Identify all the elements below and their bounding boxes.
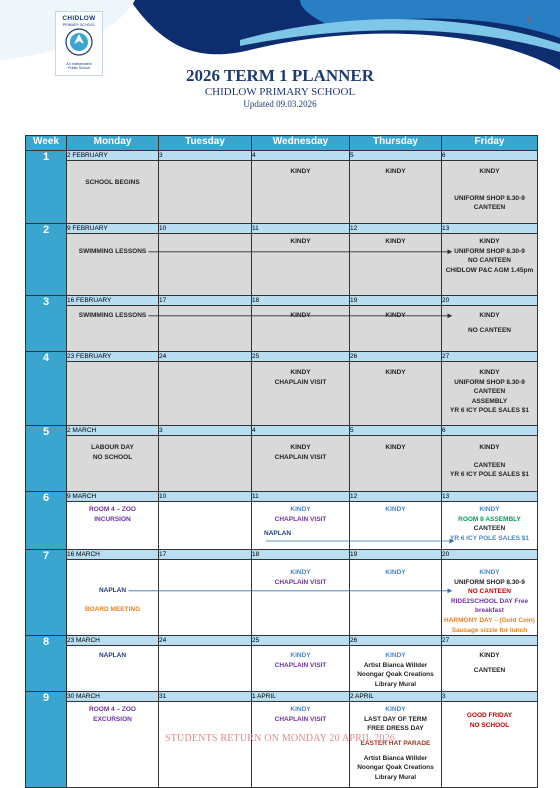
- date-monday: 16 FEBRUARY: [67, 296, 159, 306]
- event-entry: KINDY: [290, 706, 311, 714]
- event-entry: KINDY: [290, 652, 311, 660]
- event-entry: YR 6 ICY POLE SALES $1: [450, 407, 529, 415]
- events-monday: [67, 560, 159, 636]
- page-header: [0, 66, 560, 110]
- event-entry: NAPLAN: [98, 587, 127, 594]
- events-wednesday: [252, 306, 350, 352]
- event-entry: Library Mural: [374, 773, 417, 781]
- event-entry: CHAPLAIN VISIT: [274, 378, 327, 386]
- event-entry: NAPLAN: [264, 530, 292, 538]
- events-monday: [67, 436, 159, 492]
- event-entry: KINDY: [290, 569, 311, 576]
- event-entry: ROOM 4 – ZOO: [89, 706, 136, 714]
- page-subtitle: CHIDLOW PRIMARY SCHOOL: [204, 86, 356, 98]
- event-entry: breakfast: [475, 607, 504, 615]
- date-monday: 23 MARCH: [67, 636, 159, 646]
- week-number: 5: [26, 426, 67, 492]
- event-entry: LAST DAY OF TERM: [364, 715, 427, 723]
- date-wednesday: 1 APRIL: [252, 692, 350, 702]
- date-friday: 27: [442, 636, 538, 646]
- header-row: [26, 136, 538, 151]
- event-entry: Artist Bianca Willder: [363, 754, 428, 762]
- event-entry: CANTEEN: [473, 388, 506, 396]
- event-entry: ROOM 8 ASSEMBLY: [458, 515, 521, 523]
- date-wednesday: 4: [252, 426, 350, 436]
- event-entry: NO CANTEEN: [468, 326, 511, 334]
- week-date-row: [26, 224, 538, 234]
- date-wednesday: 18: [252, 296, 350, 306]
- date-tuesday: 31: [159, 692, 252, 702]
- event-entry: ROOM 4 – ZOO: [89, 506, 136, 513]
- events-wednesday: [252, 436, 350, 492]
- date-monday: 2 FEBRUARY: [67, 151, 159, 161]
- event-entry: CANTEEN: [473, 666, 506, 674]
- page-marker: |: [527, 14, 530, 24]
- event-entry: KINDY: [479, 569, 500, 576]
- event-entry: UNIFORM SHOP 8.30-9: [454, 194, 525, 202]
- date-thursday: 26: [350, 636, 442, 646]
- date-thursday: 26: [350, 352, 442, 362]
- date-friday: 6: [442, 151, 538, 161]
- week-content-row: [26, 234, 538, 296]
- date-wednesday: 25: [252, 636, 350, 646]
- event-entry: Library Mural: [374, 680, 417, 688]
- events-monday: [67, 502, 159, 550]
- week-date-row: [26, 492, 538, 502]
- events-monday: [67, 646, 159, 692]
- week-content-row: [26, 306, 538, 352]
- event-entry: Sausage sizzle for lunch: [451, 626, 528, 634]
- event-entry: LABOUR DAY: [91, 444, 134, 451]
- event-entry: KINDY: [385, 444, 406, 451]
- events-tuesday: [159, 702, 252, 788]
- event-entry: CHAPLAIN VISIT: [274, 515, 327, 523]
- date-tuesday: 10: [159, 492, 252, 502]
- date-monday: 30 MARCH: [67, 692, 159, 702]
- date-friday: 6: [442, 426, 538, 436]
- events-thursday: [350, 560, 442, 636]
- events-thursday: [350, 306, 442, 352]
- event-entry: KINDY: [290, 506, 311, 513]
- updated-date: Updated 09.03.2026: [243, 99, 317, 109]
- event-entry: KINDY: [290, 369, 311, 376]
- event-entry: RIDE2SCHOOL DAY Free: [450, 597, 529, 605]
- events-tuesday: [159, 362, 252, 426]
- date-tuesday: 10: [159, 224, 252, 234]
- week-content-row: [26, 502, 538, 550]
- week-content-row: [26, 436, 538, 492]
- events-tuesday: [159, 234, 252, 296]
- event-entry: INCURSION: [94, 515, 131, 523]
- event-entry: KINDY: [479, 312, 500, 319]
- events-tuesday: [159, 161, 252, 224]
- week-content-row: [26, 560, 538, 636]
- date-monday: 16 MARCH: [67, 550, 159, 560]
- event-entry: ASSEMBLY: [471, 397, 508, 405]
- header-monday: Monday: [67, 136, 159, 151]
- date-tuesday: 3: [159, 151, 252, 161]
- event-entry: BOARD MEETING: [84, 605, 141, 613]
- event-entry: KINDY: [385, 506, 406, 513]
- week-date-row: [26, 692, 538, 702]
- week-date-row: [26, 550, 538, 560]
- header-wednesday: Wednesday: [252, 136, 350, 151]
- events-friday: [442, 161, 538, 224]
- event-entry: KINDY: [385, 569, 406, 576]
- date-thursday: 2 APRIL: [350, 692, 442, 702]
- events-tuesday: [159, 306, 252, 352]
- week-date-row: [26, 296, 538, 306]
- week-date-row: [26, 151, 538, 161]
- event-entry: CHAPLAIN VISIT: [274, 715, 327, 723]
- event-entry: Noongar Qoak Creations: [357, 764, 434, 772]
- events-friday: [442, 234, 538, 296]
- event-entry: NO SCHOOL: [92, 453, 133, 461]
- events-thursday: [350, 502, 442, 550]
- date-monday: 23 FEBRUARY: [67, 352, 159, 362]
- date-friday: 20: [442, 550, 538, 560]
- event-entry: HARMONY DAY – (Gold Coin): [444, 616, 535, 624]
- events-wednesday: [252, 362, 350, 426]
- logo-tag: PRIMARY SCHOOL: [62, 23, 96, 27]
- week-number: 8: [26, 636, 67, 692]
- week-number: 6: [26, 492, 67, 550]
- event-entry: CHIDLOW P&C AGM 1.45pm: [445, 266, 534, 274]
- event-entry: KINDY: [385, 238, 406, 245]
- events-monday: [67, 306, 159, 352]
- event-entry: NAPLAN: [98, 652, 127, 660]
- events-thursday: [350, 436, 442, 492]
- events-wednesday: [252, 234, 350, 296]
- event-entry: KINDY: [385, 168, 406, 175]
- event-entry: EASTER HAT PARADE: [360, 739, 431, 747]
- footer-note: STUDENTS RETURN ON MONDAY 20 APRIL 2026: [164, 733, 396, 744]
- events-thursday: [350, 362, 442, 426]
- date-thursday: 19: [350, 296, 442, 306]
- date-friday: 27: [442, 352, 538, 362]
- week-date-row: [26, 426, 538, 436]
- week-content-row: [26, 646, 538, 692]
- event-entry: KINDY: [479, 168, 500, 175]
- events-wednesday: [252, 560, 350, 636]
- week-number: 3: [26, 296, 67, 352]
- event-entry: KINDY: [290, 238, 311, 245]
- logo-line-2: Public School: [68, 66, 90, 71]
- event-entry: KINDY: [290, 444, 311, 451]
- header-tuesday: Tuesday: [159, 136, 252, 151]
- events-friday: [442, 702, 538, 788]
- events-thursday: [350, 234, 442, 296]
- week-date-row: [26, 352, 538, 362]
- event-entry: EXCURSION: [93, 715, 132, 723]
- logo-line-1: An Independent: [66, 62, 92, 66]
- logo-name: CHIDLOW: [62, 15, 96, 22]
- week-content-row: [26, 702, 538, 788]
- event-entry: UNIFORM SHOP 8.30-9: [454, 578, 525, 586]
- event-entry: GOOD FRIDAY: [466, 712, 513, 720]
- event-entry: FREE DRESS DAY: [367, 725, 424, 733]
- events-wednesday: [252, 502, 350, 550]
- date-monday: 9 FEBRUARY: [67, 224, 159, 234]
- events-tuesday: [159, 560, 252, 636]
- events-thursday: [350, 161, 442, 224]
- date-friday: 13: [442, 492, 538, 502]
- events-monday: [67, 161, 159, 224]
- event-entry: KINDY: [479, 369, 500, 376]
- week-number: 4: [26, 352, 67, 426]
- events-tuesday: [159, 502, 252, 550]
- week-number: 9: [26, 692, 67, 788]
- event-entry: NO CANTEEN: [468, 588, 511, 596]
- date-wednesday: 25: [252, 352, 350, 362]
- event-entry: Artist Bianca Willder: [363, 661, 428, 669]
- event-entry: KINDY: [385, 369, 406, 376]
- event-entry: YR 6 ICY POLE SALES $1: [450, 471, 529, 479]
- date-thursday: 19: [350, 550, 442, 560]
- events-thursday: [350, 702, 442, 788]
- event-entry: KINDY: [479, 238, 500, 245]
- page-title: 2026 TERM 1 PLANNER: [185, 66, 375, 85]
- event-entry: Noongar Qoak Creations: [357, 671, 434, 679]
- events-monday: [67, 234, 159, 296]
- week-content-row: [26, 161, 538, 224]
- header-week: Week: [26, 136, 67, 151]
- events-tuesday: [159, 646, 252, 692]
- date-tuesday: 3: [159, 426, 252, 436]
- events-friday: [442, 362, 538, 426]
- events-monday: [67, 362, 159, 426]
- event-entry: KINDY: [479, 444, 500, 451]
- week-content-row: [26, 362, 538, 426]
- date-monday: 9 MARCH: [67, 492, 159, 502]
- events-friday: [442, 646, 538, 692]
- term-planner-table: [25, 135, 538, 788]
- date-friday: 20: [442, 296, 538, 306]
- event-entry: CHAPLAIN VISIT: [274, 661, 327, 669]
- date-tuesday: 17: [159, 550, 252, 560]
- week-number: 7: [26, 550, 67, 636]
- week-number: 2: [26, 224, 67, 296]
- date-wednesday: 18: [252, 550, 350, 560]
- header-friday: Friday: [442, 136, 538, 151]
- events-friday: [442, 560, 538, 636]
- event-entry: CHAPLAIN VISIT: [274, 453, 327, 461]
- event-entry: KINDY: [385, 312, 406, 319]
- date-friday: 3: [442, 692, 538, 702]
- event-entry: KINDY: [290, 168, 311, 175]
- date-tuesday: 24: [159, 636, 252, 646]
- date-thursday: 5: [350, 151, 442, 161]
- event-entry: SWIMMING LESSONS: [78, 248, 147, 255]
- date-thursday: 5: [350, 426, 442, 436]
- events-friday: [442, 306, 538, 352]
- event-entry: KINDY: [479, 652, 500, 660]
- event-entry: CANTEEN: [473, 525, 506, 533]
- event-entry: KINDY: [385, 652, 406, 660]
- date-thursday: 12: [350, 492, 442, 502]
- date-tuesday: 17: [159, 296, 252, 306]
- events-tuesday: [159, 436, 252, 492]
- date-friday: 13: [442, 224, 538, 234]
- event-entry: UNIFORM SHOP 8.30-9: [454, 247, 525, 255]
- event-entry: CANTEEN: [473, 461, 506, 469]
- week-date-row: [26, 636, 538, 646]
- event-entry: KINDY: [290, 312, 311, 319]
- event-entry: NO SCHOOL: [469, 721, 510, 729]
- events-wednesday: [252, 646, 350, 692]
- events-wednesday: [252, 161, 350, 224]
- date-tuesday: 24: [159, 352, 252, 362]
- events-monday: [67, 702, 159, 788]
- event-entry: KINDY: [385, 706, 406, 714]
- event-entry: CHAPLAIN VISIT: [274, 578, 327, 586]
- event-entry: SWIMMING LESSONS: [78, 312, 147, 319]
- school-crest-icon: [64, 27, 94, 57]
- event-entry: YR 6 ICY POLE SALES $1: [450, 534, 529, 542]
- week-number: 1: [26, 151, 67, 224]
- event-entry: CANTEEN: [473, 204, 506, 212]
- event-entry: SCHOOL BEGINS: [85, 179, 140, 186]
- event-entry: KINDY: [479, 506, 500, 513]
- event-entry: NO CANTEEN: [468, 257, 511, 265]
- date-monday: 2 MARCH: [67, 426, 159, 436]
- date-wednesday: 11: [252, 224, 350, 234]
- date-wednesday: 4: [252, 151, 350, 161]
- event-entry: UNIFORM SHOP 8.30-9: [454, 378, 525, 386]
- events-friday: [442, 436, 538, 492]
- date-wednesday: 11: [252, 492, 350, 502]
- events-friday: [442, 502, 538, 550]
- events-thursday: [350, 646, 442, 692]
- header-thursday: Thursday: [350, 136, 442, 151]
- events-wednesday: [252, 702, 350, 788]
- date-thursday: 12: [350, 224, 442, 234]
